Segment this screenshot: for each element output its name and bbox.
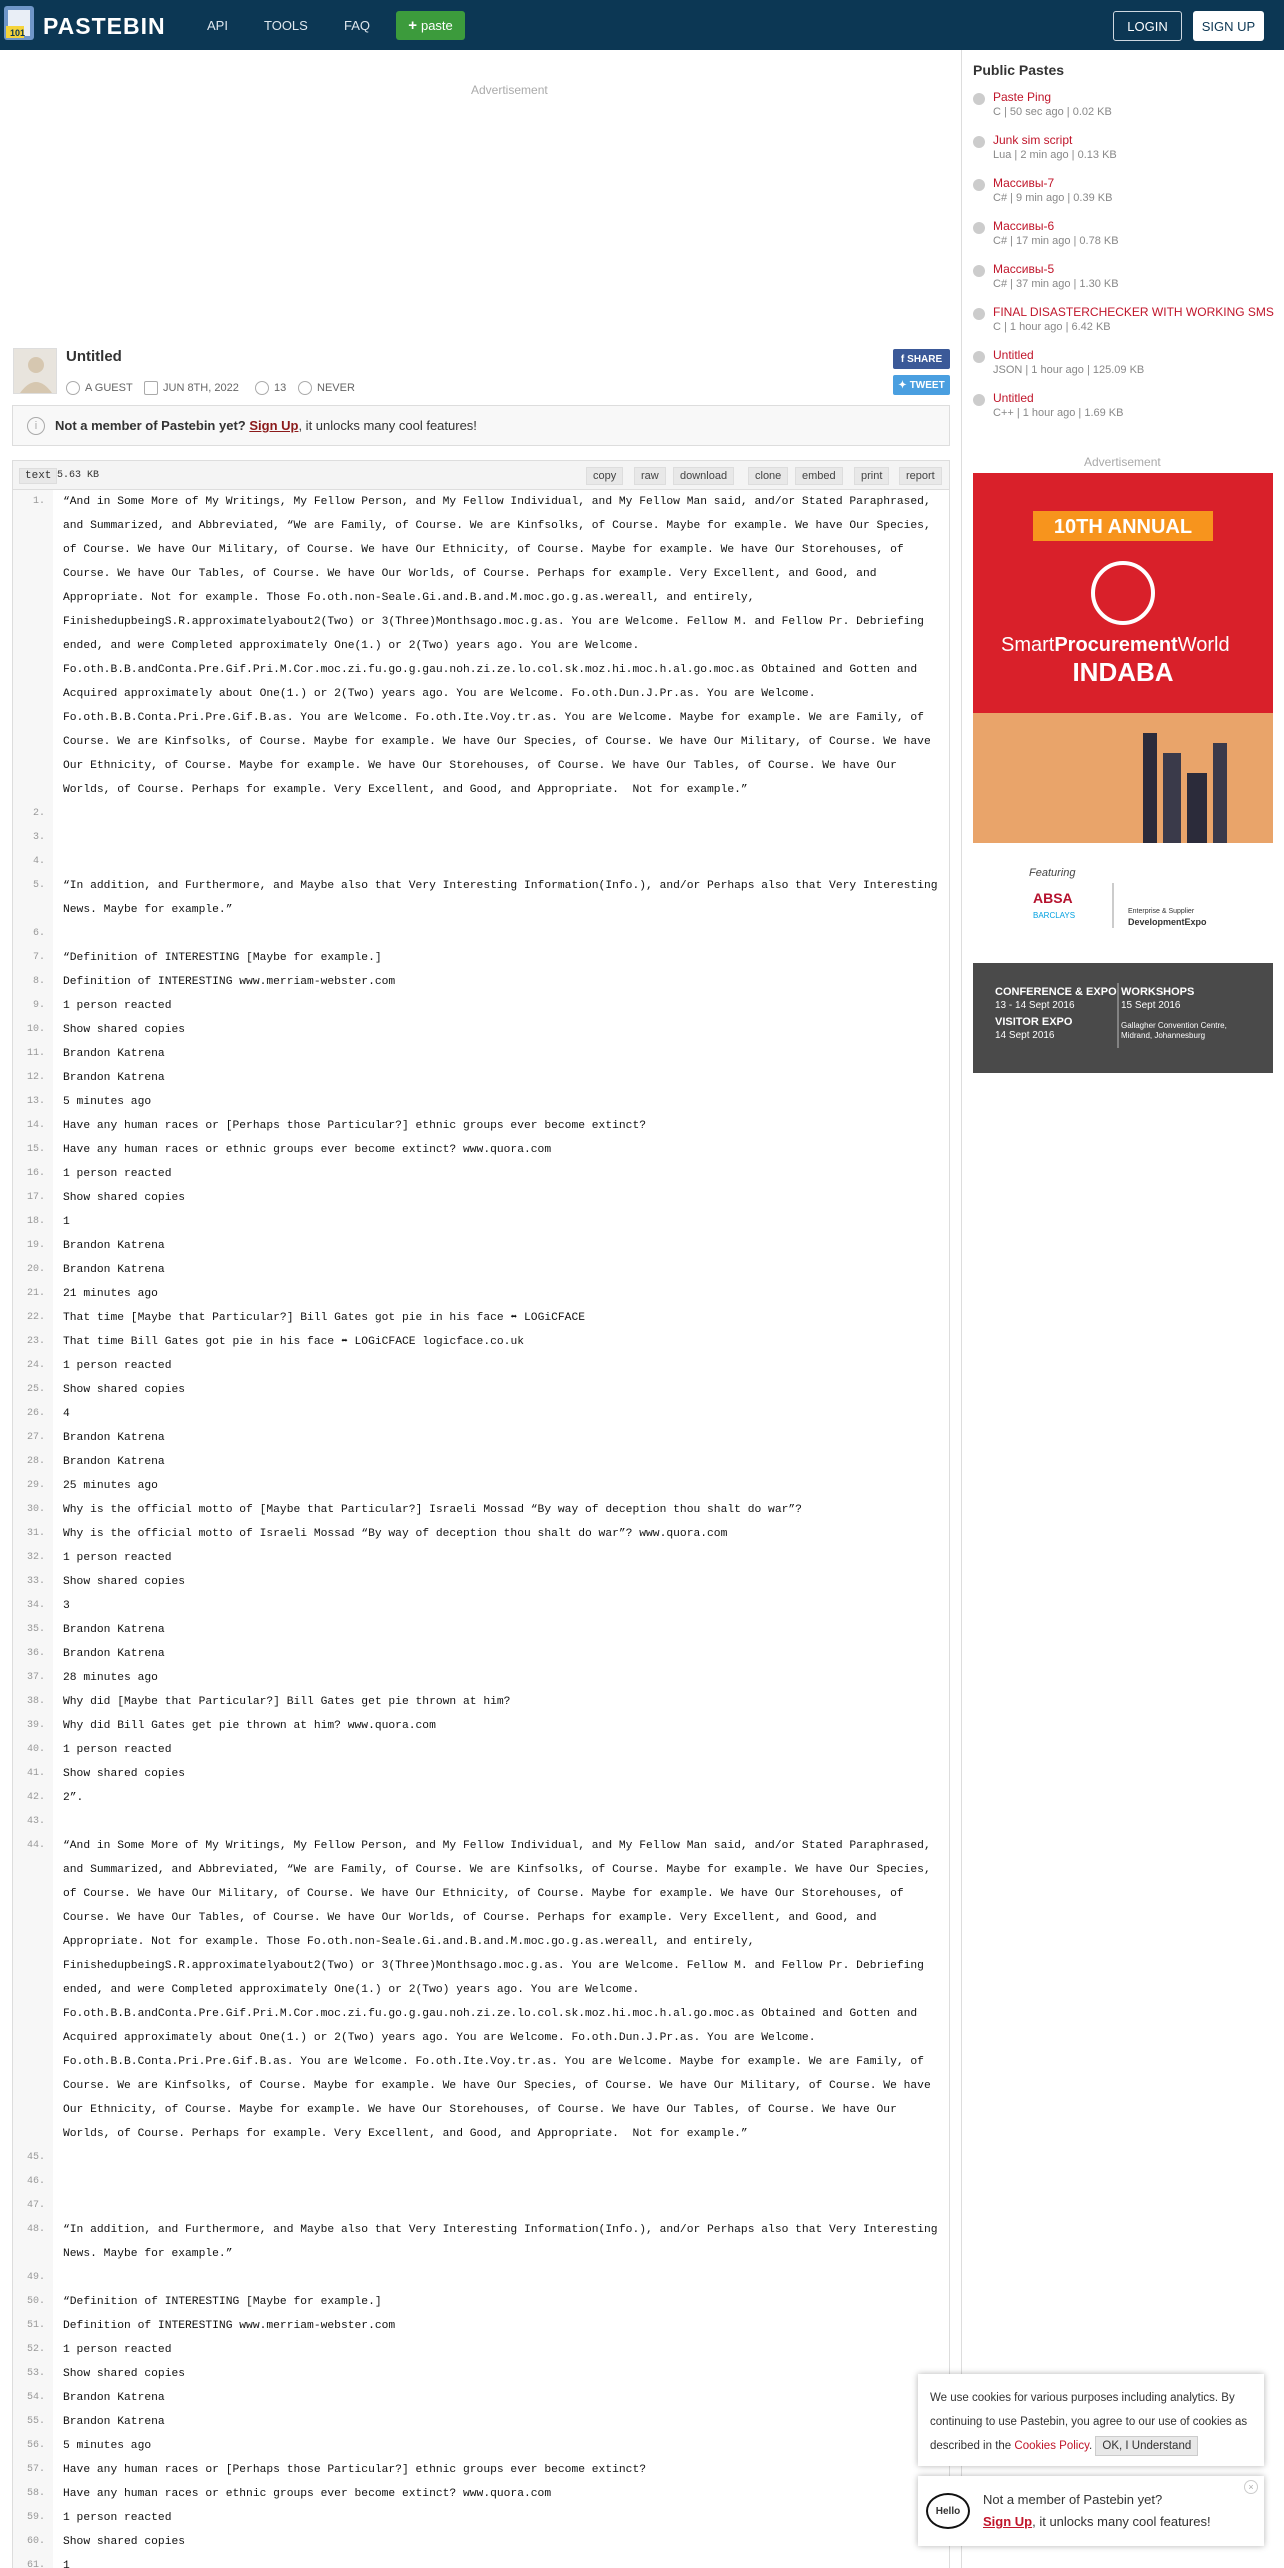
ad-sponsor2: Enterprise & Supplier (1128, 908, 1195, 915)
tweet-label: TWEET (909, 379, 945, 391)
line-text: 5 minutes ago (63, 2440, 152, 2452)
line-text: “And in Some More of My Writings, My Fellow Person, and My Fellow Individual, and My Fellow Man said, and/or Stated Paraphrased, and Summarized, and Abbreviated, “We are Family, of Course. We are Kinfsolks, of Course. Maybe for example. We have Our Species, of Course. We have Our Military, of Course. We have Our Ethnicity, of Course. Maybe for example. We have Our Storehouses, of Course. We have Our Tables, of Course. We have Our Worlds, of Course. Perhaps for example. Very Excellent, and Good, and Appropriate. Not for example. Those Fo.oth.non-Seale.Gi.and.B.and.M.moc.go.g.as.wereall, and entirely, FinishedupbeingS.R.approximatelyabout2(Two) or 3(Three)Monthsago.moc.g.as. You are Welcome. Fellow M. and Fellow Pr. Debriefing ended, and were Completed approximately One(1.) or 2(Two) years ago. You are Welcome. Fo.oth.B.B.andConta.Pre.Gif.Pri.M.Cor.moc.zi.fu.go.g.gau.noh.zi.ze.lo.col.sk.moz.hi.moc.h.al.go.moc.as Obtained and Gotten and Acquired approximately about One(1.) or 2(Two) years ago. You are Welcome. Fo.oth.Dun.J.Pr.as. You are Welcome. Fo.oth.B.B.Conta.Pri.Pre.Gif.B.as. You are Welcome. Fo.oth.Ite.Voy.tr.as. You are Welcome. Maybe for example. We are Family, of Course. We are Kinfsolks, of Course. Maybe for example. We have Our Species, of Course. We have Our Military, of Course. We have Our Ethnicity, of Course. Maybe for example. We have Our Storehouses, of Course. We have Our Tables, of Course. We have Our Worlds, of Course. Perhaps for example. Very Excellent, and Good, and Appropriate. Not for example.” (63, 496, 938, 796)
line-number: 43. (13, 1810, 53, 1834)
public-paste-name[interactable]: Массивы-6 (993, 219, 1055, 233)
line-number: 28. (13, 1450, 53, 1474)
code-line (13, 802, 949, 826)
public-paste-meta: Lua | 2 min ago | 0.13 KB (993, 149, 1117, 161)
line-text: 1 person reacted (63, 2344, 172, 2356)
line-number: 12. (13, 1066, 53, 1090)
line-number: 13. (13, 1090, 53, 1114)
ad-conf-date: 13 - 14 Sept 2016 (995, 1000, 1075, 1011)
ad-sponsor2-sub: DevelopmentExpo (1128, 917, 1207, 927)
ad-event: INDABA (1072, 657, 1174, 687)
svg-text:101: 101 (10, 28, 26, 38)
promo-line1: Not a member of Pastebin yet? (983, 2492, 1163, 2507)
public-paste-name[interactable]: Untitled (993, 391, 1034, 405)
line-number: 33. (13, 1570, 53, 1594)
line-text: That time Bill Gates got pie in his face ⬌ LOGiCFACE logicface.co.uk (63, 1336, 525, 1348)
code-line (13, 1258, 949, 1282)
line-number: 16. (13, 1162, 53, 1186)
line-text: Brandon Katrena (63, 1456, 165, 1468)
line-number: 5. (13, 874, 53, 922)
line-text: Brandon Katrena (63, 1240, 165, 1252)
line-text: Show shared copies (63, 2536, 186, 2548)
clone-button[interactable]: clone (748, 467, 788, 485)
line-text (53, 826, 949, 850)
line-number: 47. (13, 2194, 53, 2218)
raw-button[interactable]: raw (634, 467, 666, 485)
line-number: 4. (13, 850, 53, 874)
line-number: 6. (13, 922, 53, 946)
line-text: Brandon Katrena (63, 1432, 165, 1444)
new-paste-label: paste (420, 18, 453, 33)
public-paste-name[interactable]: Junk sim script (993, 133, 1073, 147)
paste-expire (298, 381, 355, 395)
line-number: 24. (13, 1354, 53, 1378)
ad-brand-b: Procurement (1054, 634, 1178, 656)
code-line (13, 1570, 949, 1594)
ad-conf-title: CONFERENCE & EXPO (995, 986, 1117, 998)
svg-text:SmartProcurementWorld (1001, 634, 1230, 656)
code-line (13, 1162, 949, 1186)
line-number: 57. (13, 2458, 53, 2482)
code-line (13, 1378, 949, 1402)
line-text: Show shared copies (63, 1384, 186, 1396)
code-line (13, 1138, 949, 1162)
line-text: 1 (63, 1216, 70, 1228)
paste-icon (973, 308, 985, 320)
code-line (13, 490, 949, 802)
line-text: Why is the official motto of Israeli Mossad “By way of deception thou shalt do war”? www.quora.com (63, 1528, 728, 1540)
facebook-icon: f (900, 353, 905, 365)
line-text: “Definition of INTERESTING [Maybe for example.] (63, 952, 382, 964)
line-text: “In addition, and Furthermore, and Maybe also that Very Interesting Information(Info.), and/or Perhaps also that Very Interesting News. Maybe for example.” (63, 2224, 945, 2260)
line-text: 21 minutes ago (63, 1288, 158, 1300)
code-line (13, 2506, 949, 2530)
code-line (13, 2554, 949, 2568)
ad-featuring: Featuring (1029, 867, 1076, 879)
line-text: Brandon Katrena (63, 1072, 165, 1084)
line-text (53, 802, 949, 826)
paste-info (10, 348, 952, 398)
syntax-badge[interactable]: text (19, 468, 57, 484)
code-line (13, 2218, 949, 2266)
line-number: 52. (13, 2338, 53, 2362)
ad-work-title: WORKSHOPS (1121, 986, 1195, 998)
info-icon: i (27, 417, 45, 435)
public-paste-meta: C | 1 hour ago | 6.42 KB (993, 321, 1111, 333)
cookie-consent-popup (918, 2374, 1264, 2466)
code-line (13, 2458, 949, 2482)
code-line (13, 1090, 949, 1114)
line-text: Show shared copies (63, 2368, 186, 2380)
paste-icon (973, 179, 985, 191)
paste-icon (973, 394, 985, 406)
code-line (13, 2314, 949, 2338)
line-number: 39. (13, 1714, 53, 1738)
line-text: 1 person reacted (63, 2512, 172, 2524)
code-line (13, 970, 949, 994)
code-line (13, 1786, 949, 1810)
line-text: Brandon Katrena (63, 2392, 165, 2404)
line-number: 37. (13, 1666, 53, 1690)
line-text: Have any human races or ethnic groups ever become extinct? www.quora.com (63, 1144, 552, 1156)
paste-icon (973, 351, 985, 363)
report-button[interactable]: report (899, 467, 942, 485)
brand-name[interactable]: PASTEBIN (43, 13, 166, 39)
line-text (53, 2266, 949, 2290)
code-line (13, 2170, 949, 2194)
line-text: 28 minutes ago (63, 1672, 158, 1684)
line-text: Show shared copies (63, 1024, 186, 1036)
code-line (13, 2434, 949, 2458)
line-number: 14. (13, 1114, 53, 1138)
line-text (53, 1810, 949, 1834)
expire-label: NEVER (317, 382, 355, 394)
line-number: 7. (13, 946, 53, 970)
public-paste-meta: C++ | 1 hour ago | 1.69 KB (993, 407, 1124, 419)
line-text: That time [Maybe that Particular?] Bill Gates got pie in his face ⬌ LOGiCFACE (63, 1312, 586, 1324)
line-number: 21. (13, 1282, 53, 1306)
line-number: 36. (13, 1642, 53, 1666)
paste-icon (973, 136, 985, 148)
line-number: 2. (13, 802, 53, 826)
line-text: Why is the official motto of [Maybe that Particular?] Israeli Mossad “By way of deception thou shalt do war”? (63, 1504, 802, 1516)
line-number: 11. (13, 1042, 53, 1066)
code-line (13, 1354, 949, 1378)
code-line (13, 2362, 949, 2386)
download-button[interactable]: download (673, 467, 734, 485)
code-line (13, 1450, 949, 1474)
line-text (53, 2194, 949, 2218)
line-text: Brandon Katrena (63, 2416, 165, 2428)
code-line (13, 2410, 949, 2434)
code-line (13, 1330, 949, 1354)
code-toolbar (13, 461, 949, 490)
line-text (53, 850, 949, 874)
paste-icon (973, 265, 985, 277)
code-line (13, 1714, 949, 1738)
line-text: 1 person reacted (63, 1168, 172, 1180)
line-text: 1 person reacted (63, 1744, 172, 1756)
nav-faq[interactable]: FAQ (344, 18, 371, 33)
public-paste-meta: C# | 9 min ago | 0.39 KB (993, 192, 1113, 204)
line-text: “Definition of INTERESTING [Maybe for example.] (63, 2296, 382, 2308)
line-number: 48. (13, 2218, 53, 2266)
line-number: 25. (13, 1378, 53, 1402)
ad-venue: Gallagher Convention Centre, (1121, 1021, 1227, 1030)
code-line (13, 1306, 949, 1330)
code-line (13, 922, 949, 946)
paste-icon (973, 93, 985, 105)
signup-notice (12, 405, 950, 446)
line-number: 31. (13, 1522, 53, 1546)
line-number: 29. (13, 1474, 53, 1498)
line-number: 46. (13, 2170, 53, 2194)
ad-visitor-date: 14 Sept 2016 (995, 1030, 1055, 1041)
line-number: 3. (13, 826, 53, 850)
line-number: 60. (13, 2530, 53, 2554)
code-line (13, 994, 949, 1018)
line-text: Brandon Katrena (63, 1624, 165, 1636)
code-line (13, 2338, 949, 2362)
ad-sponsor1: ABSA (1033, 890, 1073, 906)
line-text: 5 minutes ago (63, 1096, 152, 1108)
close-icon[interactable]: × (1244, 2480, 1258, 2494)
code-line (13, 2146, 949, 2170)
public-paste-meta: C# | 17 min ago | 0.78 KB (993, 235, 1119, 247)
author-label: A GUEST (85, 382, 133, 394)
paste-size: 5.63 KB (57, 470, 100, 481)
line-number: 10. (13, 1018, 53, 1042)
line-number: 8. (13, 970, 53, 994)
ad-work-date: 15 Sept 2016 (1121, 1000, 1181, 1011)
notice-tail: , it unlocks many cool features! (298, 418, 477, 433)
code-line (13, 1594, 949, 1618)
code-line (13, 1834, 949, 2146)
facebook-share-button[interactable] (893, 349, 950, 369)
ad-label: Advertisement (471, 83, 548, 97)
public-paste-name[interactable]: Массивы-7 (993, 176, 1055, 190)
line-number: 19. (13, 1234, 53, 1258)
line-number: 26. (13, 1402, 53, 1426)
code-line (13, 1282, 949, 1306)
print-button[interactable]: print (854, 467, 889, 485)
promo-line2-tail: , it unlocks many cool features! (1032, 2514, 1211, 2529)
ad-brand-a: Smart (1001, 634, 1055, 656)
line-number: 53. (13, 2362, 53, 2386)
share-label: SHARE (907, 353, 943, 365)
code-line (13, 1474, 949, 1498)
line-text: 1 person reacted (63, 1552, 172, 1564)
line-text: Brandon Katrena (63, 1648, 165, 1660)
code-line (13, 1234, 949, 1258)
line-text: Brandon Katrena (63, 1264, 165, 1276)
code-line (13, 1666, 949, 1690)
line-number: 56. (13, 2434, 53, 2458)
clock-icon (298, 381, 312, 395)
code-line (13, 1810, 949, 1834)
nav-api[interactable]: API (207, 18, 228, 33)
line-text: Have any human races or [Perhaps those Particular?] ethnic groups ever become extinct? (63, 2464, 647, 2476)
line-number: 54. (13, 2386, 53, 2410)
signup-button[interactable]: SIGN UP (1193, 11, 1264, 41)
code-line (13, 1738, 949, 1762)
line-text: Why did Bill Gates get pie thrown at him? www.quora.com (63, 1720, 436, 1732)
hello-bubble-icon: Hello (926, 2493, 970, 2529)
views-label: 13 (274, 382, 287, 394)
code-line (13, 874, 949, 922)
embed-button[interactable]: embed (795, 467, 843, 485)
line-number: 9. (13, 994, 53, 1018)
paste-views (255, 381, 286, 395)
guest-avatar (13, 348, 57, 394)
public-pastes-title: Public Pastes (973, 62, 1065, 78)
code-line (13, 1210, 949, 1234)
cookie-ok-button[interactable]: OK, I Understand (1095, 2436, 1198, 2456)
line-text: Definition of INTERESTING www.merriam-webster.com (63, 2320, 396, 2332)
notice-lead: Not a member of Pastebin yet? (55, 418, 246, 433)
nav-tools[interactable]: TOOLS (264, 18, 308, 33)
public-paste-name[interactable]: Массивы-5 (993, 262, 1055, 276)
login-button[interactable]: LOGIN (1113, 11, 1182, 41)
line-text: Show shared copies (63, 1768, 186, 1780)
code-line (13, 1186, 949, 1210)
code-line (13, 2482, 949, 2506)
twitter-tweet-button[interactable] (893, 375, 950, 395)
line-text (53, 2170, 949, 2194)
public-paste-name[interactable]: Untitled (993, 348, 1034, 362)
twitter-icon: ✦ (898, 379, 907, 391)
code-line (13, 1762, 949, 1786)
line-text: “And in Some More of My Writings, My Fellow Person, and My Fellow Individual, and My Fellow Man said, and/or Stated Paraphrased, and Summarized, and Abbreviated, “We are Family, of Course. We are Kinfsolks, of Course. Maybe for example. We have Our Species, of Course. We have Our Military, of Course. We have Our Ethnicity, of Course. Maybe for example. We have Our Storehouses, of Course. We have Our Tables, of Course. We have Our Worlds, of Course. Perhaps for example. Very Excellent, and Good, and Appropriate. Not for example. Those Fo.oth.non-Seale.Gi.and.B.and.M.moc.go.g.as.wereall, and entirely, FinishedupbeingS.R.approximatelyabout2(Two) or 3(Three)Monthsago.moc.g.as. You are Welcome. Fellow M. and Fellow Pr. Debriefing ended, and were Completed approximately One(1.) or 2(Two) years ago. You are Welcome. Fo.oth.B.B.andConta.Pre.Gif.Pri.M.Cor.moc.zi.fu.go.g.gau.noh.zi.ze.lo.col.sk.moz.hi.moc.h.al.go.moc.as Obtained and Gotten and Acquired approximately about One(1.) or 2(Two) years ago. You are Welcome. Fo.oth.Dun.J.Pr.as. You are Welcome. Fo.oth.B.B.Conta.Pri.Pre.Gif.B.as. You are Welcome. Fo.oth.Ite.Voy.tr.as. You are Welcome. Maybe for example. We are Family, of Course. We are Kinfsolks, of Course. Maybe for example. We have Our Species, of Course. We have Our Military, of Course. We have Our Ethnicity, of Course. Maybe for example. We have Our Storehouses, of Course. We have Our Tables, of Course. We have Our Worlds, of Course. Perhaps for example. Very Excellent, and Good, and Appropriate. Not for example.” (63, 1840, 938, 2140)
sidebar-ad-label: Advertisement (1084, 455, 1161, 469)
cookies-policy-link[interactable]: Cookies Policy (1014, 2440, 1089, 2452)
line-number: 34. (13, 1594, 53, 1618)
line-number: 15. (13, 1138, 53, 1162)
ad-sponsor1-sub: BARCLAYS (1033, 911, 1076, 920)
line-text: Why did [Maybe that Particular?] Bill Gates get pie thrown at him? (63, 1696, 511, 1708)
copy-button[interactable]: copy (586, 467, 623, 485)
line-number: 32. (13, 1546, 53, 1570)
line-number: 40. (13, 1738, 53, 1762)
ad-brand-c: World (1177, 634, 1230, 656)
code-line (13, 1498, 949, 1522)
line-number: 38. (13, 1690, 53, 1714)
public-paste-meta: JSON | 1 hour ago | 125.09 KB (993, 364, 1145, 376)
public-paste-name[interactable]: Paste Ping (993, 90, 1052, 104)
new-paste-button[interactable] (396, 11, 465, 40)
code-line (13, 2530, 949, 2554)
eye-icon (255, 381, 269, 395)
code-line (13, 1042, 949, 1066)
line-text: “In addition, and Furthermore, and Maybe also that Very Interesting Information(Info.), and/or Perhaps also that Very Interesting News. Maybe for example.” (63, 880, 945, 916)
line-number: 30. (13, 1498, 53, 1522)
line-number: 41. (13, 1762, 53, 1786)
line-number: 18. (13, 1210, 53, 1234)
line-number: 23. (13, 1330, 53, 1354)
notice-signup-link[interactable]: Sign Up (249, 418, 299, 433)
code-line (13, 826, 949, 850)
ad-banner-text: 10TH ANNUAL (1053, 516, 1193, 538)
signup-promo-popup (918, 2476, 1264, 2546)
line-number: 44. (13, 1834, 53, 2146)
line-text: 1 person reacted (63, 1360, 172, 1372)
code-line (13, 1066, 949, 1090)
code-line (13, 946, 949, 970)
line-text: Definition of INTERESTING www.merriam-webster.com (63, 976, 396, 988)
user-icon (66, 381, 80, 395)
line-text: Have any human races or [Perhaps those Particular?] ethnic groups ever become extinct? (63, 1120, 647, 1132)
code-line (13, 1690, 949, 1714)
cookie-period: . (1088, 2440, 1093, 2452)
public-paste-meta: C | 50 sec ago | 0.02 KB (993, 106, 1112, 118)
top-nav-bar (0, 0, 1284, 50)
line-number: 51. (13, 2314, 53, 2338)
code-lines (13, 490, 949, 2568)
promo-signup-link[interactable]: Sign Up (983, 2514, 1033, 2529)
line-text (53, 2146, 949, 2170)
public-paste-name[interactable]: FINAL DISASTERCHECKER WITH WORKING SMS (993, 305, 1274, 319)
line-number: 27. (13, 1426, 53, 1450)
plus-icon: + (408, 17, 417, 34)
paste-title: Untitled (66, 348, 122, 365)
line-text: Brandon Katrena (63, 1048, 165, 1060)
cookie-text: We use cookies for various purposes including analytics. By continuing to use Pastebin, you agree to our use of cookies as described in the (930, 2392, 1248, 2452)
line-number: 50. (13, 2290, 53, 2314)
line-text: 1 person reacted (63, 1000, 172, 1012)
line-number: 61. (13, 2554, 53, 2568)
code-line (13, 1642, 949, 1666)
code-line (13, 1018, 949, 1042)
line-text: 3 (63, 1600, 70, 1612)
promo-line2 (983, 2514, 1211, 2529)
line-number: 22. (13, 1306, 53, 1330)
line-text: 25 minutes ago (63, 1480, 158, 1492)
date-label: JUN 8TH, 2022 (163, 382, 239, 394)
advertisement-banner[interactable] (973, 473, 1273, 1073)
line-text (53, 922, 949, 946)
line-number: 35. (13, 1618, 53, 1642)
paste-code-box (12, 460, 950, 2568)
line-number: 49. (13, 2266, 53, 2290)
line-text: 1 (63, 2560, 70, 2568)
line-text: 4 (63, 1408, 70, 1420)
line-number: 1. (13, 490, 53, 802)
line-text: Have any human races or ethnic groups ever become extinct? www.quora.com (63, 2488, 552, 2500)
code-line (13, 2266, 949, 2290)
code-line (13, 1114, 949, 1138)
paste-author[interactable] (66, 381, 133, 395)
pastebin-logo-icon[interactable] (2, 4, 36, 44)
line-number: 45. (13, 2146, 53, 2170)
code-line (13, 2194, 949, 2218)
code-line (13, 1618, 949, 1642)
line-text: Show shared copies (63, 1192, 186, 1204)
code-line (13, 1402, 949, 1426)
line-number: 17. (13, 1186, 53, 1210)
line-number: 20. (13, 1258, 53, 1282)
line-number: 58. (13, 2482, 53, 2506)
calendar-icon (144, 381, 158, 395)
paste-date (144, 381, 239, 395)
line-text: Show shared copies (63, 1576, 186, 1588)
line-number: 59. (13, 2506, 53, 2530)
code-line (13, 2290, 949, 2314)
line-text: 2”. (63, 1792, 84, 1804)
code-line (13, 1426, 949, 1450)
line-number: 55. (13, 2410, 53, 2434)
ad-visitor-title: VISITOR EXPO (995, 1016, 1073, 1028)
code-line (13, 2386, 949, 2410)
ad-venue2: Midrand, Johannesburg (1121, 1031, 1206, 1040)
line-number: 42. (13, 1786, 53, 1810)
paste-icon (973, 222, 985, 234)
code-line (13, 1546, 949, 1570)
code-line (13, 1522, 949, 1546)
public-paste-meta: C# | 37 min ago | 1.30 KB (993, 278, 1119, 290)
code-line (13, 850, 949, 874)
